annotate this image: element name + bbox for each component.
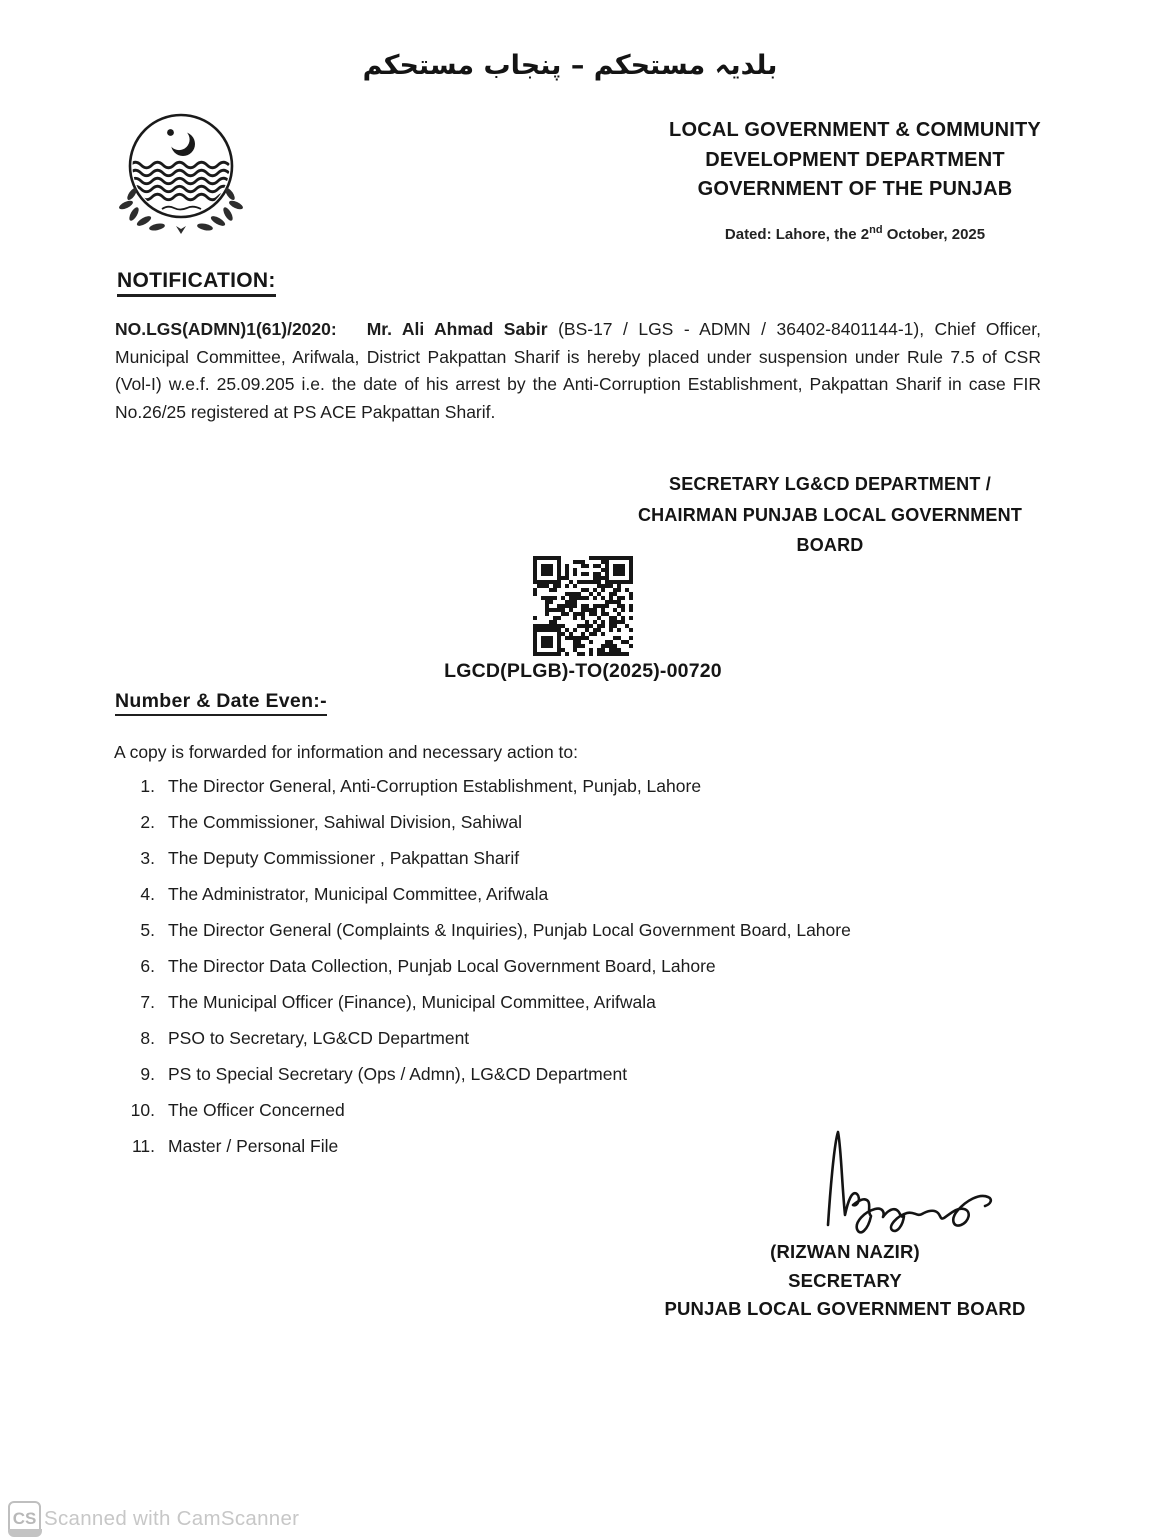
signatory-line1: SECRETARY LG&CD DEPARTMENT / [669,474,991,494]
date-ordinal-superscript: nd [869,224,883,236]
recipient-item: 11. Master / Personal File [131,1136,339,1156]
signatory-line2: CHAIRMAN PUNJAB LOCAL GOVERNMENT BOARD [637,504,1023,555]
department-header [615,116,1095,205]
body-text: (BS-17 / LGS - ADMN / 36402-8401144-1), Chief Officer, Municipal Committee, Arifwala, District Pakpattan Sharif is hereby placed under suspension under Rule 7.5 of CSR (Vol-I) w.e.f. 25.09.205 i.e. the date of his arrest by the Anti-Corruption Establishment, Pakpattan Sharif in case FIR No.26/25 registered at PS ACE Pakpattan Sharif. [115,319,1041,422]
recipient-item: 9. PS to Special Secretary (Ops / Admn), LG&CD Department [140,1064,628,1084]
number-date-heading: Number & Date Even:- [115,690,327,716]
department-header-line1: LOCAL GOVERNMENT & COMMUNITY [669,119,1041,141]
recipient-item: 4. The Administrator, Municipal Committee, Arifwala [140,884,549,904]
camscanner-watermark: Scanned with CamScanner [44,1507,300,1530]
recipient-item: 7. The Municipal Officer (Finance), Municipal Committee, Arifwala [140,992,656,1012]
recipient-item: 1. The Director General, Anti-Corruption Establishment, Punjab, Lahore [140,776,702,796]
handwritten-signature-icon [813,1124,998,1244]
notification-heading: NOTIFICATION: [117,269,276,297]
signatory-designation [610,469,1050,561]
recipient-item: 6. The Director Data Collection, Punjab Local Government Board, Lahore [140,956,716,976]
officer-name: Mr. Ali Ahmad Sabir [366,319,548,339]
department-header-line2: DEVELOPMENT DEPARTMENT [705,148,1005,171]
signatory-organization: PUNJAB LOCAL GOVERNMENT BOARD [664,1298,1026,1320]
department-header-line3: GOVERNMENT OF THE PUNJAB [697,178,1013,200]
copy-forwarded-line: A copy is forwarded for information and necessary action to: [114,742,578,762]
signature-block [640,1238,1050,1324]
urdu-slogan: بلدیہ مستحکم – پنجاب مستحکم [362,50,778,81]
signatory-name: (RIZWAN NAZIR) [770,1241,920,1262]
reference-number: NO.LGS(ADMN)1(61)/2020: [115,319,337,339]
recipient-item: 8. PSO to Secretary, LG&CD Department [140,1028,470,1048]
notification-body [115,316,1041,426]
recipient-item: 3. The Deputy Commissioner , Pakpattan Sharif [140,848,520,868]
punjab-emblem-icon [110,108,252,240]
recipient-item: 10. The Officer Concerned [130,1100,345,1120]
qr-code [533,556,633,656]
recipient-item: 5. The Director General (Complaints & Inquiries), Punjab Local Government Board, Lahore [140,920,851,940]
recipient-item: 2. The Commissioner, Sahiwal Division, Sahiwal [140,812,523,832]
camscanner-badge-icon: CS [8,1501,41,1536]
dated-line: Dated: Lahore, the 2nd October, 2025 [724,224,986,243]
recipients-list [115,776,1045,1172]
signatory-title: SECRETARY [788,1269,902,1291]
qr-caption: LGCD(PLGB)-TO(2025)-00720 [444,660,722,682]
